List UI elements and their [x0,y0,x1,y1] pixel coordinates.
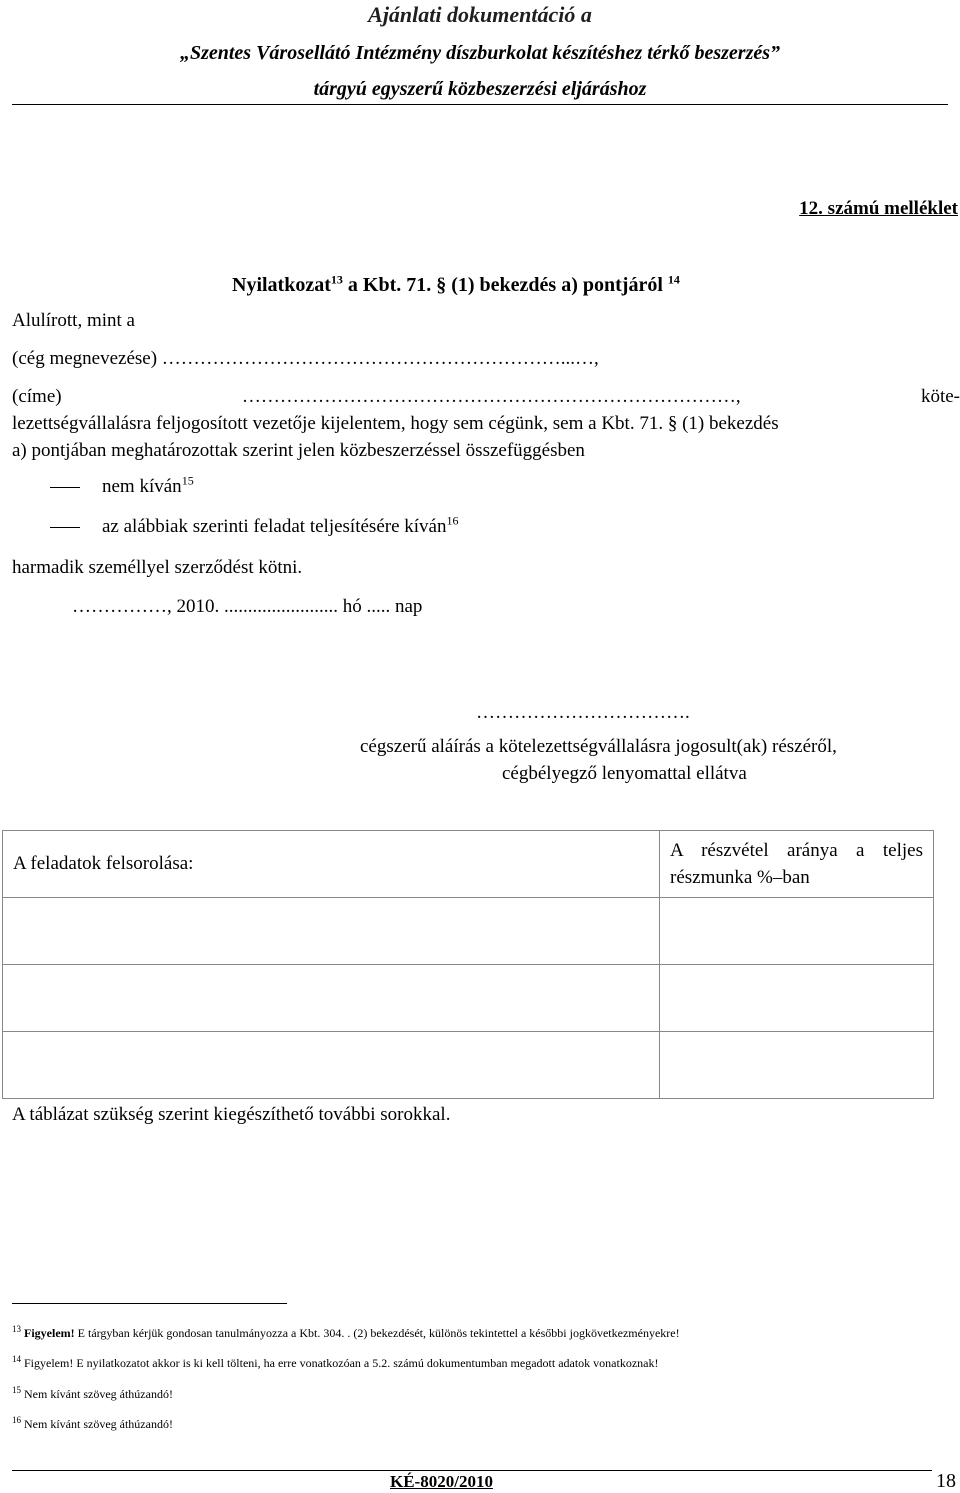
footnote-14: $^{14}$ Figyelem! E nyilatkozatot akkor is ki kell tölteni, ha erre vonatkozóan a 5.2. számú dokumentumban megadott adatok vonatkoznak! [12,1354,659,1370]
option-wish: az alábbiak szerinti feladat teljesítésére kíván$^{16}$ [50,516,458,538]
table-cell[interactable] [3,965,660,1032]
signature-line-2: cégbélyegző lenyomattal ellátva [502,763,747,784]
footer-rule [12,1470,932,1471]
footnote-15: $^{15}$ Nem kívánt szöveg áthúzandó! [12,1385,173,1401]
signature-dots: ……………………………. [476,702,690,723]
table-cell[interactable] [3,1032,660,1099]
body-line-end: harmadik személlyel szerződést kötni. [12,557,303,578]
address-line: (címe) ……………………………………………………………………, köte- [12,386,960,407]
dash-bullet [50,527,80,528]
document-title: Ajánlati dokumentáció a [368,2,592,27]
declaration-title: Nyilatkozat$^{13}$ a Kbt. 71. § (1) bekezdés a) pontjáról $^{14}$ [232,272,680,296]
footnote-16: $^{16}$ Nem kívánt szöveg áthúzandó! [12,1415,173,1431]
signature-line-1: cégszerű aláírás a kötelezettségvállalásra jogosult(ak) részéről, [360,736,837,757]
table-cell[interactable] [660,1032,934,1099]
table-row [3,1032,934,1099]
footer-code: KÉ-8020/2010 [390,1472,493,1491]
tasks-table [2,830,934,1099]
body-line-3: lezettségvállalásra feljogosított vezetője kijelentem, hogy sem cégünk, sem a Kbt. 71. § (1) bekezdés [12,413,779,434]
company-name-line: (cég megnevezése) ………………………………………………………...…, [12,348,599,369]
page-number: 18 [936,1470,956,1492]
table-header-row [3,831,934,898]
footnote-rule [12,1303,287,1304]
annex-label: 12. számú melléklet [799,198,958,219]
procedure-line: tárgyú egyszerű közbeszerzési eljáráshoz [313,78,647,100]
table-row [3,898,934,965]
header-rule [12,104,948,105]
dash-bullet [50,487,80,488]
table-note: A táblázat szükség szerint kiegészíthető további sorokkal. [12,1104,451,1125]
document-subtitle: „Szentes Városellátó Intézmény díszburkolat készítéshez térkő beszerzés” [179,42,781,64]
table-cell[interactable] [660,965,934,1032]
option-not-wish: nem kíván$^{15}$ [50,476,194,498]
body-line-4: a) pontjában meghatározottak szerint jelen közbeszerzéssel összefüggésben [12,440,585,461]
col-share-header: A részvétel aránya a teljes részmunka %–ban [660,831,934,898]
table-row [3,965,934,1032]
footnote-13: $^{13}$ Figyelem! E tárgyban kérjük gondosan tanulmányozza a Kbt. 304. . (2) bekezdését, különös tekintettel a későbbi jogkövetkezményekre! [12,1324,680,1340]
col-tasks-header: A feladatok felsorolása: [3,831,660,898]
table-cell[interactable] [3,898,660,965]
table-cell[interactable] [660,898,934,965]
intro-text: Alulírott, mint a [12,310,135,331]
date-line: ……………, 2010. ........................ hó ..... nap [72,596,423,617]
